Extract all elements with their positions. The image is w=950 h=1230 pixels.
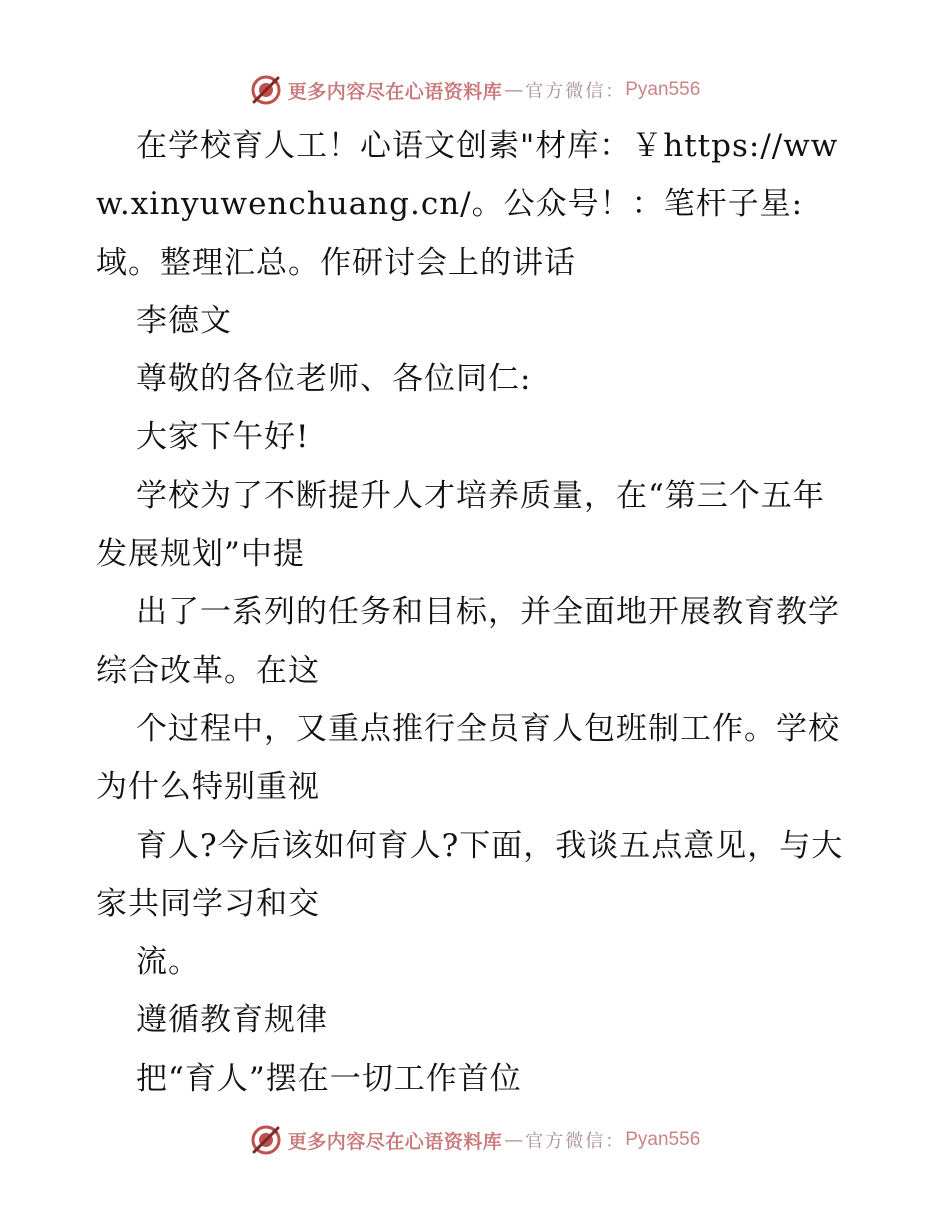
document-body bbox=[96, 117, 856, 1108]
paragraph-body: 育人?今后该如何育人?下面，我谈五点意见，与大家共同学习和交 bbox=[96, 827, 844, 922]
paragraph-body: 学校为了不断提升人才培养质量，在“第三个五年发展规划”中提 bbox=[96, 477, 825, 573]
paragraph-intro: 在学校育人工！心语文创素"材库：￥https://www.xinyuwenchuang.cn/。公众号！：笔杆子星:域。整理汇总。作研讨会上的讲话 bbox=[96, 128, 839, 281]
banner-wechat-id: Pyan556 bbox=[625, 79, 701, 100]
banner-wechat-id: Pyan556 bbox=[625, 1129, 701, 1150]
header-watermark-banner bbox=[0, 70, 950, 110]
banner-official-label: 官方微信： bbox=[525, 1131, 626, 1152]
quill-seal-icon bbox=[250, 1124, 282, 1156]
paragraph-author: 李德文 bbox=[136, 302, 232, 339]
banner-official-label: 官方微信： bbox=[525, 81, 626, 102]
paragraph-body: 流。 bbox=[136, 944, 200, 981]
paragraph-greeting: 大家下午好! bbox=[136, 419, 310, 456]
paragraph-body: 出了一系列的任务和目标，并全面地开展教育教学综合改革。在这 bbox=[96, 594, 840, 689]
banner-slogan: 更多内容尽在心语资料库 bbox=[287, 80, 503, 103]
section-heading: 遵循教育规律 bbox=[136, 1002, 328, 1039]
banner-slogan: 更多内容尽在心语资料库 bbox=[287, 1130, 503, 1153]
footer-watermark-banner bbox=[0, 1120, 950, 1160]
banner-dash: — bbox=[504, 79, 524, 101]
paragraph-salutation: 尊敬的各位老师、各位同仁: bbox=[136, 361, 532, 398]
banner-dash: — bbox=[504, 1129, 524, 1151]
quill-seal-icon bbox=[250, 74, 282, 106]
paragraph-body: 个过程中，又重点推行全员育人包班制工作。学校为什么特别重视 bbox=[96, 710, 840, 806]
section-subheading: 把“育人”摆在一切工作首位 bbox=[136, 1060, 522, 1097]
